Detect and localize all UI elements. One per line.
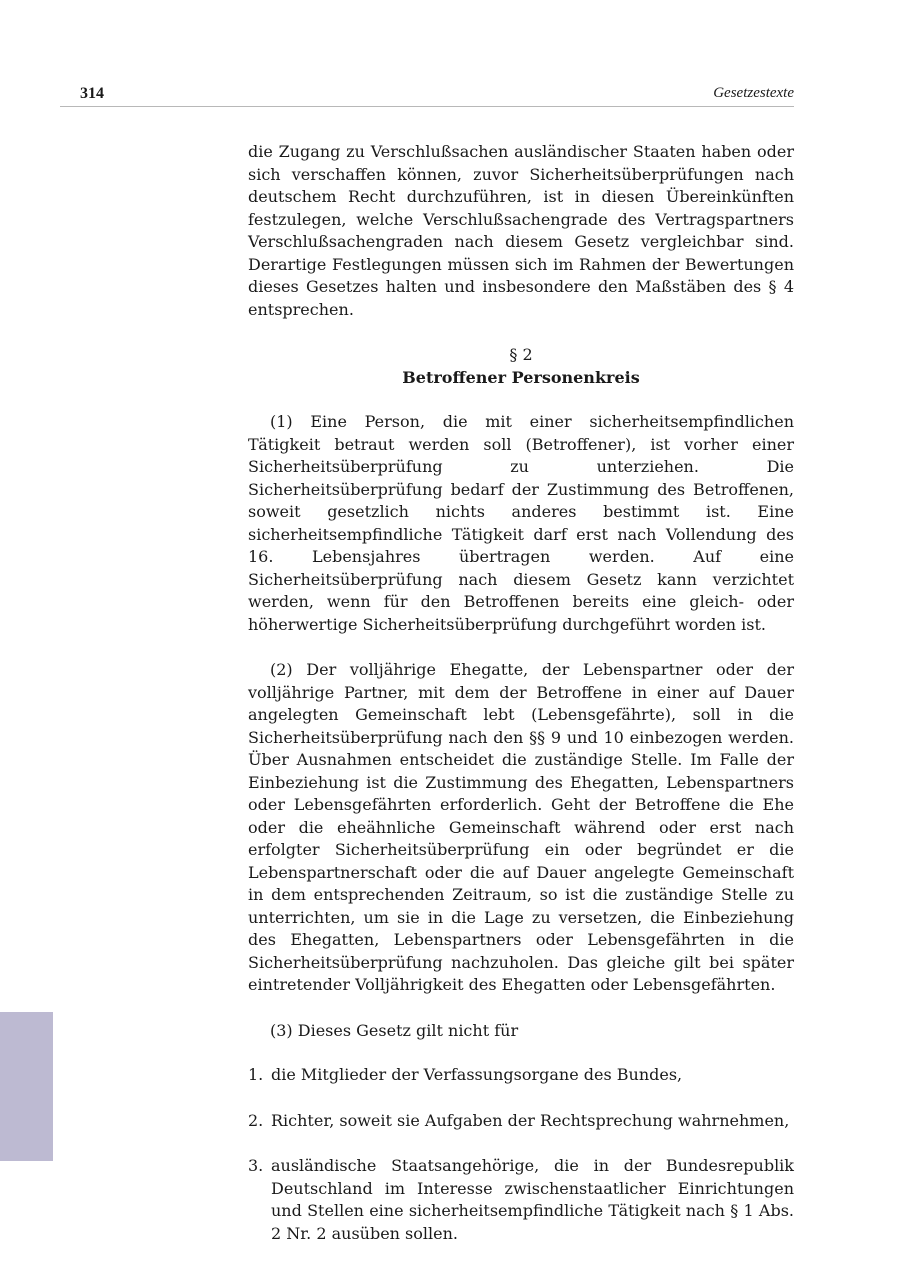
page-body xyxy=(248,141,794,1268)
thumb-index-tab xyxy=(0,1012,53,1161)
list-item-number: 1. xyxy=(248,1065,264,1084)
list-item-number: 2. xyxy=(248,1110,264,1130)
section-title: Betroffener Personenkreis xyxy=(402,367,640,387)
list-item-text: die Mitglieder der Verfassungsorgane des Bundes, xyxy=(271,1065,683,1084)
list-item-number: 3. xyxy=(248,1156,264,1175)
list-item xyxy=(248,1110,794,1133)
page-number: 314 xyxy=(80,85,104,102)
paragraph-1: (1) Eine Person, die mit einer sicherheitsempfindlichen Tätigkeit betraut werden soll (Betroffener), ist vorher einer Sicherheitsüberprüfung zu unterziehen. Die Sicherheitsüberprüfung bedarf der Zustimmung des Betroffenen, soweit gesetzlich nichts anderes bestimmt ist. Eine sicherheitsempfindliche Tätigkeit darf erst nach Vollendung des 16. Lebensjahres übertragen werden. Auf eine Sicherheitsüberprüfung nach diesem Gesetz kann verzichtet werden, wenn für den Betroffenen bereits eine gleich- oder höherwertige Sicherheitsüberprüfung durchgeführt worden ist. xyxy=(248,412,794,634)
paragraph-3: (3) Dieses Gesetz gilt nicht für xyxy=(270,1020,519,1040)
list-item xyxy=(248,1155,794,1245)
list-item-text: Richter, soweit sie Aufgaben der Rechtsprechung wahrnehmen, xyxy=(271,1110,790,1130)
list-item-text: ausländische Staatsangehörige, die in der Bundesrepublik Deutschland im Interesse zwischenstaatlicher Einrichtungen und Stellen eine sicherheitsempfindliche Tätigkeit nach § 1 Abs. 2 Nr. 2 ausüben sollen. xyxy=(271,1156,794,1243)
running-title: Gesetzestexte xyxy=(713,85,794,101)
section-heading xyxy=(248,344,794,389)
intro-paragraph: die Zugang zu Verschlußsachen ausländischer Staaten haben oder sich verschaffen können, zuvor Sicherheitsüberprüfungen nach deutschem Recht durchzuführen, ist in diesen Übereinkünften festzulegen, welche Verschlußsachengrade des Vertragspartners Verschlußsachengraden nach diesem Gesetz vergleichbar sind. Derartige Festlegungen müssen sich im Rahmen der Bewertungen dieses Gesetzes halten und insbesondere den Maßstäben des § 4 entsprechen. xyxy=(248,142,794,319)
paragraph-2: (2) Der volljährige Ehegatte, der Lebenspartner oder der volljährige Partner, mit dem der Betroffene in einer auf Dauer angelegten Gemeinschaft lebt (Lebensgefährte), soll in die Sicherheitsüberprüfung nach den §§ 9 und 10 einbezogen werden. Über Ausnahmen entscheidet die zuständige Stelle. Im Falle der Einbeziehung ist die Zustimmung des Ehegatten, Lebenspartners oder Lebensgefährten erforderlich. Geht der Betroffene die Ehe oder die eheähnliche Gemeinschaft während oder erst nach erfolgter Sicherheitsüberprüfung ein oder begründet er die Lebenspartnerschaft oder die auf Dauer angelegte Gemeinschaft in dem entsprechenden Zeitraum, so ist die zuständige Stelle zu unterrichten, um sie in die Lage zu versetzen, die Einbeziehung des Ehegatten, Lebenspartners oder Lebensgefährten in die Sicherheitsüberprüfung nachzuholen. Das gleiche gilt bei später eintretender Volljährigkeit des Ehegatten oder Lebensgefährten. xyxy=(248,660,794,994)
list-item xyxy=(248,1064,794,1087)
page-header xyxy=(60,82,794,107)
exemption-list xyxy=(248,1064,794,1245)
section-number: § 2 xyxy=(509,345,533,364)
